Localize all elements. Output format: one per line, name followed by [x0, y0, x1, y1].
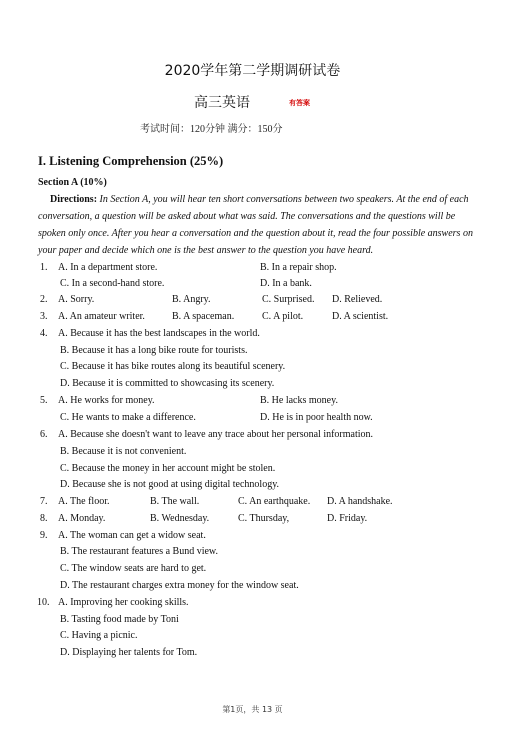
- question-number: 8.: [40, 513, 48, 524]
- option: C. Thursday,: [238, 513, 290, 524]
- option: A. Sorry.: [58, 294, 95, 305]
- option: B. The restaurant features a Bund view.: [60, 546, 219, 557]
- option: D. A scientist.: [332, 311, 389, 322]
- section-a-heading: Section A (10%): [38, 177, 107, 188]
- directions-text: In Section A, you will hear ten short conversations between two speakers. At the end of each conversation, a question will be asked about what was said. The conversations and the questions will be spoken only once. After you hear a conversation and the question about it, read the four possible answers on your paper and decide which one is the best answer to the question you have heard.: [38, 194, 473, 256]
- option: B. In a repair shop.: [260, 262, 337, 273]
- option: D. Displaying her talents for Tom.: [60, 647, 198, 658]
- option: A. Improving her cooking skills.: [58, 597, 189, 608]
- exam-meta: 考试时间：120分钟 满分：150分: [140, 124, 283, 135]
- option: A. Monday.: [58, 513, 106, 524]
- question-number: 4.: [40, 328, 48, 339]
- option: C. In a second-hand store.: [60, 278, 165, 289]
- option: B. The wall.: [150, 496, 200, 507]
- option: D. A handshake.: [327, 496, 393, 507]
- option: D. Because she is not good at using digital technology.: [60, 479, 280, 490]
- option: D. In a bank.: [260, 278, 312, 289]
- option: A. In a department store.: [58, 262, 158, 273]
- option: B. Angry.: [172, 294, 211, 305]
- option: C. Because it has bike routes along its beautiful scenery.: [60, 361, 286, 372]
- question-number: 9.: [40, 530, 48, 541]
- option: C. The window seats are hard to get.: [60, 563, 207, 574]
- question-number: 7.: [40, 496, 48, 507]
- question-number: 5.: [40, 395, 48, 406]
- option: A. The floor.: [58, 496, 110, 507]
- question-number: 3.: [40, 311, 48, 322]
- option: C. A pilot.: [262, 311, 304, 322]
- page-footer: 第1页，共 13 页: [222, 705, 283, 714]
- option: D. Friday.: [327, 513, 368, 524]
- option: B. A spaceman.: [172, 311, 235, 322]
- question-number: 10.: [37, 597, 50, 608]
- directions: [38, 191, 480, 259]
- option: C. Because the money in her account might be stolen.: [60, 463, 276, 474]
- option: C. Surprised.: [262, 294, 315, 305]
- option: A. Because she doesn't want to leave any trace about her personal information.: [58, 429, 374, 440]
- page-subtitle: 高三英语: [194, 95, 250, 111]
- option: D. Relieved.: [332, 294, 383, 305]
- option: D. Because it is committed to showcasing its scenery.: [60, 378, 275, 389]
- option: B. Wednesday.: [150, 513, 210, 524]
- option: D. He is in poor health now.: [260, 412, 373, 423]
- option: A. The woman can get a widow seat.: [58, 530, 206, 541]
- directions-label: Directions:: [50, 194, 98, 205]
- question-number: 6.: [40, 429, 48, 440]
- option: B. Because it has a long bike route for tourists.: [60, 345, 248, 356]
- option: C. Having a picnic.: [60, 630, 138, 641]
- option: C. An earthquake.: [238, 496, 311, 507]
- option: A. He works for money.: [58, 395, 155, 406]
- question-number: 1.: [40, 262, 48, 273]
- option: B. Because it is not convenient.: [60, 446, 187, 457]
- option: B. He lacks money.: [260, 395, 338, 406]
- answer-badge: 有答案: [289, 99, 310, 107]
- page-title: 2020学年第二学期调研试卷: [164, 63, 341, 79]
- option: A. An amateur writer.: [58, 311, 145, 322]
- question-number: 2.: [40, 294, 48, 305]
- option: D. The restaurant charges extra money for the window seat.: [60, 580, 299, 591]
- option: A. Because it has the best landscapes in the world.: [58, 328, 260, 339]
- section-heading: I. Listening Comprehension (25%): [38, 154, 224, 168]
- option: C. He wants to make a difference.: [60, 412, 196, 423]
- option: B. Tasting food made by Toni: [60, 614, 179, 625]
